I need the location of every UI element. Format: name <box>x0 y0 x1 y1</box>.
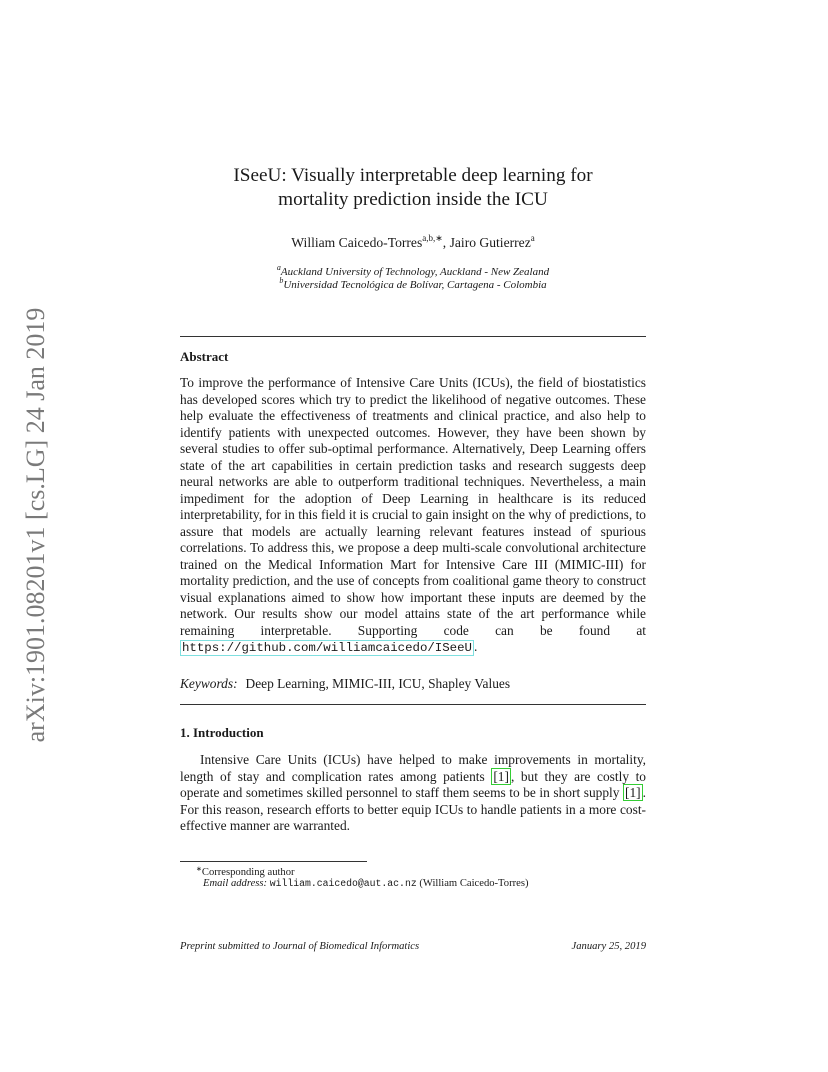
keywords-text: Deep Learning, MIMIC-III, ICU, Shapley Values <box>245 676 511 691</box>
abstract-top-rule <box>180 336 646 337</box>
author-1-marks: a,b,∗ <box>422 233 443 243</box>
footnote-corresponding <box>196 865 295 878</box>
author-separator: , <box>442 235 450 250</box>
introduction-heading: 1. Introduction <box>180 725 264 740</box>
author-2: Jairo Gutierrez <box>449 235 531 250</box>
abstract-end: . <box>474 639 478 654</box>
page-footer <box>180 941 646 952</box>
author-list <box>180 233 646 251</box>
citation-link-1[interactable]: [1] <box>493 768 509 784</box>
email-address: william.caicedo@aut.ac.nz <box>269 878 417 889</box>
abstract-bottom-rule <box>180 704 646 705</box>
affiliation-b <box>180 276 646 291</box>
email-label: Email address: <box>203 878 268 889</box>
intro-text-3: . For this reason, research efforts to better equip ICUs to handle patients in a more cost-effective manner are warranted. <box>180 785 646 833</box>
affiliation-b-mark: b <box>279 276 284 285</box>
title-line-2: mortality prediction inside the ICU <box>278 189 548 210</box>
citation-link-2[interactable]: [1] <box>625 785 641 800</box>
abstract-text: To improve the performance of Intensive Care Units (ICUs), the field of biostatistics has developed scores which try to predict the likelihood of negative outcomes. These help evaluate the effectiveness of treatments and clinical practice, and also help to identify patients with unexpected outcomes. However, they have been shown by several studies to offer sub-optimal performance. Alternatively, Deep Learning offers state of the art capabilities in certain prediction tasks and research suggests deep neural networks are able to outperform traditional techniques. Nevertheless, a main impediment for the adoption of Deep Learning in healthcare is its reduced interpretability, for in this field it is crucial to gain insight on the why of predictions, to assure that models are actually learning relevant features instead of spurious correlations. To address this, we propose a deep multi-scale convolutional architecture trained on the Medical Information Mart for Intensive Care III (MIMIC-III) for mortality prediction, and the use of concepts from coalitional game theory to construct visual explanations aimed to show how important these inputs are deemed by the network. Our results show our model attains state of the art performance while remaining interpretable. Supporting code can be found at <box>180 375 646 638</box>
affiliation-a-text: Auckland University of Technology, Auckland - New Zealand <box>280 266 550 278</box>
keywords-label: Keywords: <box>180 676 238 691</box>
affiliation-a-mark: a <box>276 263 281 272</box>
author-1: William Caicedo-Torres <box>291 235 423 250</box>
github-link[interactable]: https://github.com/williamcaicedo/ISeeU <box>182 641 472 655</box>
introduction-paragraph <box>180 752 646 835</box>
author-2-marks: a <box>530 233 535 243</box>
abstract-heading: Abstract <box>180 349 229 364</box>
title-line-1: ISeeU: Visually interpretable deep learning for <box>233 165 593 186</box>
abstract-body <box>180 375 646 657</box>
intro-text-2: , but they are costly to operate and sometimes skilled personnel to staff them seems to be in short supply <box>180 768 647 800</box>
footnote-corresponding-text: Corresponding author <box>201 867 295 878</box>
footer-date: January 25, 2019 <box>571 941 646 952</box>
email-name: (William Caicedo-Torres) <box>419 878 529 889</box>
intro-text-1: Intensive Care Units (ICUs) have helped to make improvements in mortality, length of stay and complication rates among patients <box>180 752 646 784</box>
footer-journal: Preprint submitted to Journal of Biomedical Informatics <box>180 941 420 952</box>
footnote-mark: ∗ <box>196 865 202 873</box>
arxiv-identifier-text: arXiv:1901.08201v1 [cs.LG] 24 Jan 2019 <box>21 307 50 743</box>
keywords <box>180 676 510 692</box>
footnote-email <box>203 878 529 889</box>
affiliation-b-text: Universidad Tecnológica de Bolívar, Cartagena - Colombia <box>283 279 547 291</box>
footnote-rule <box>180 861 367 862</box>
paper-title <box>180 164 646 212</box>
